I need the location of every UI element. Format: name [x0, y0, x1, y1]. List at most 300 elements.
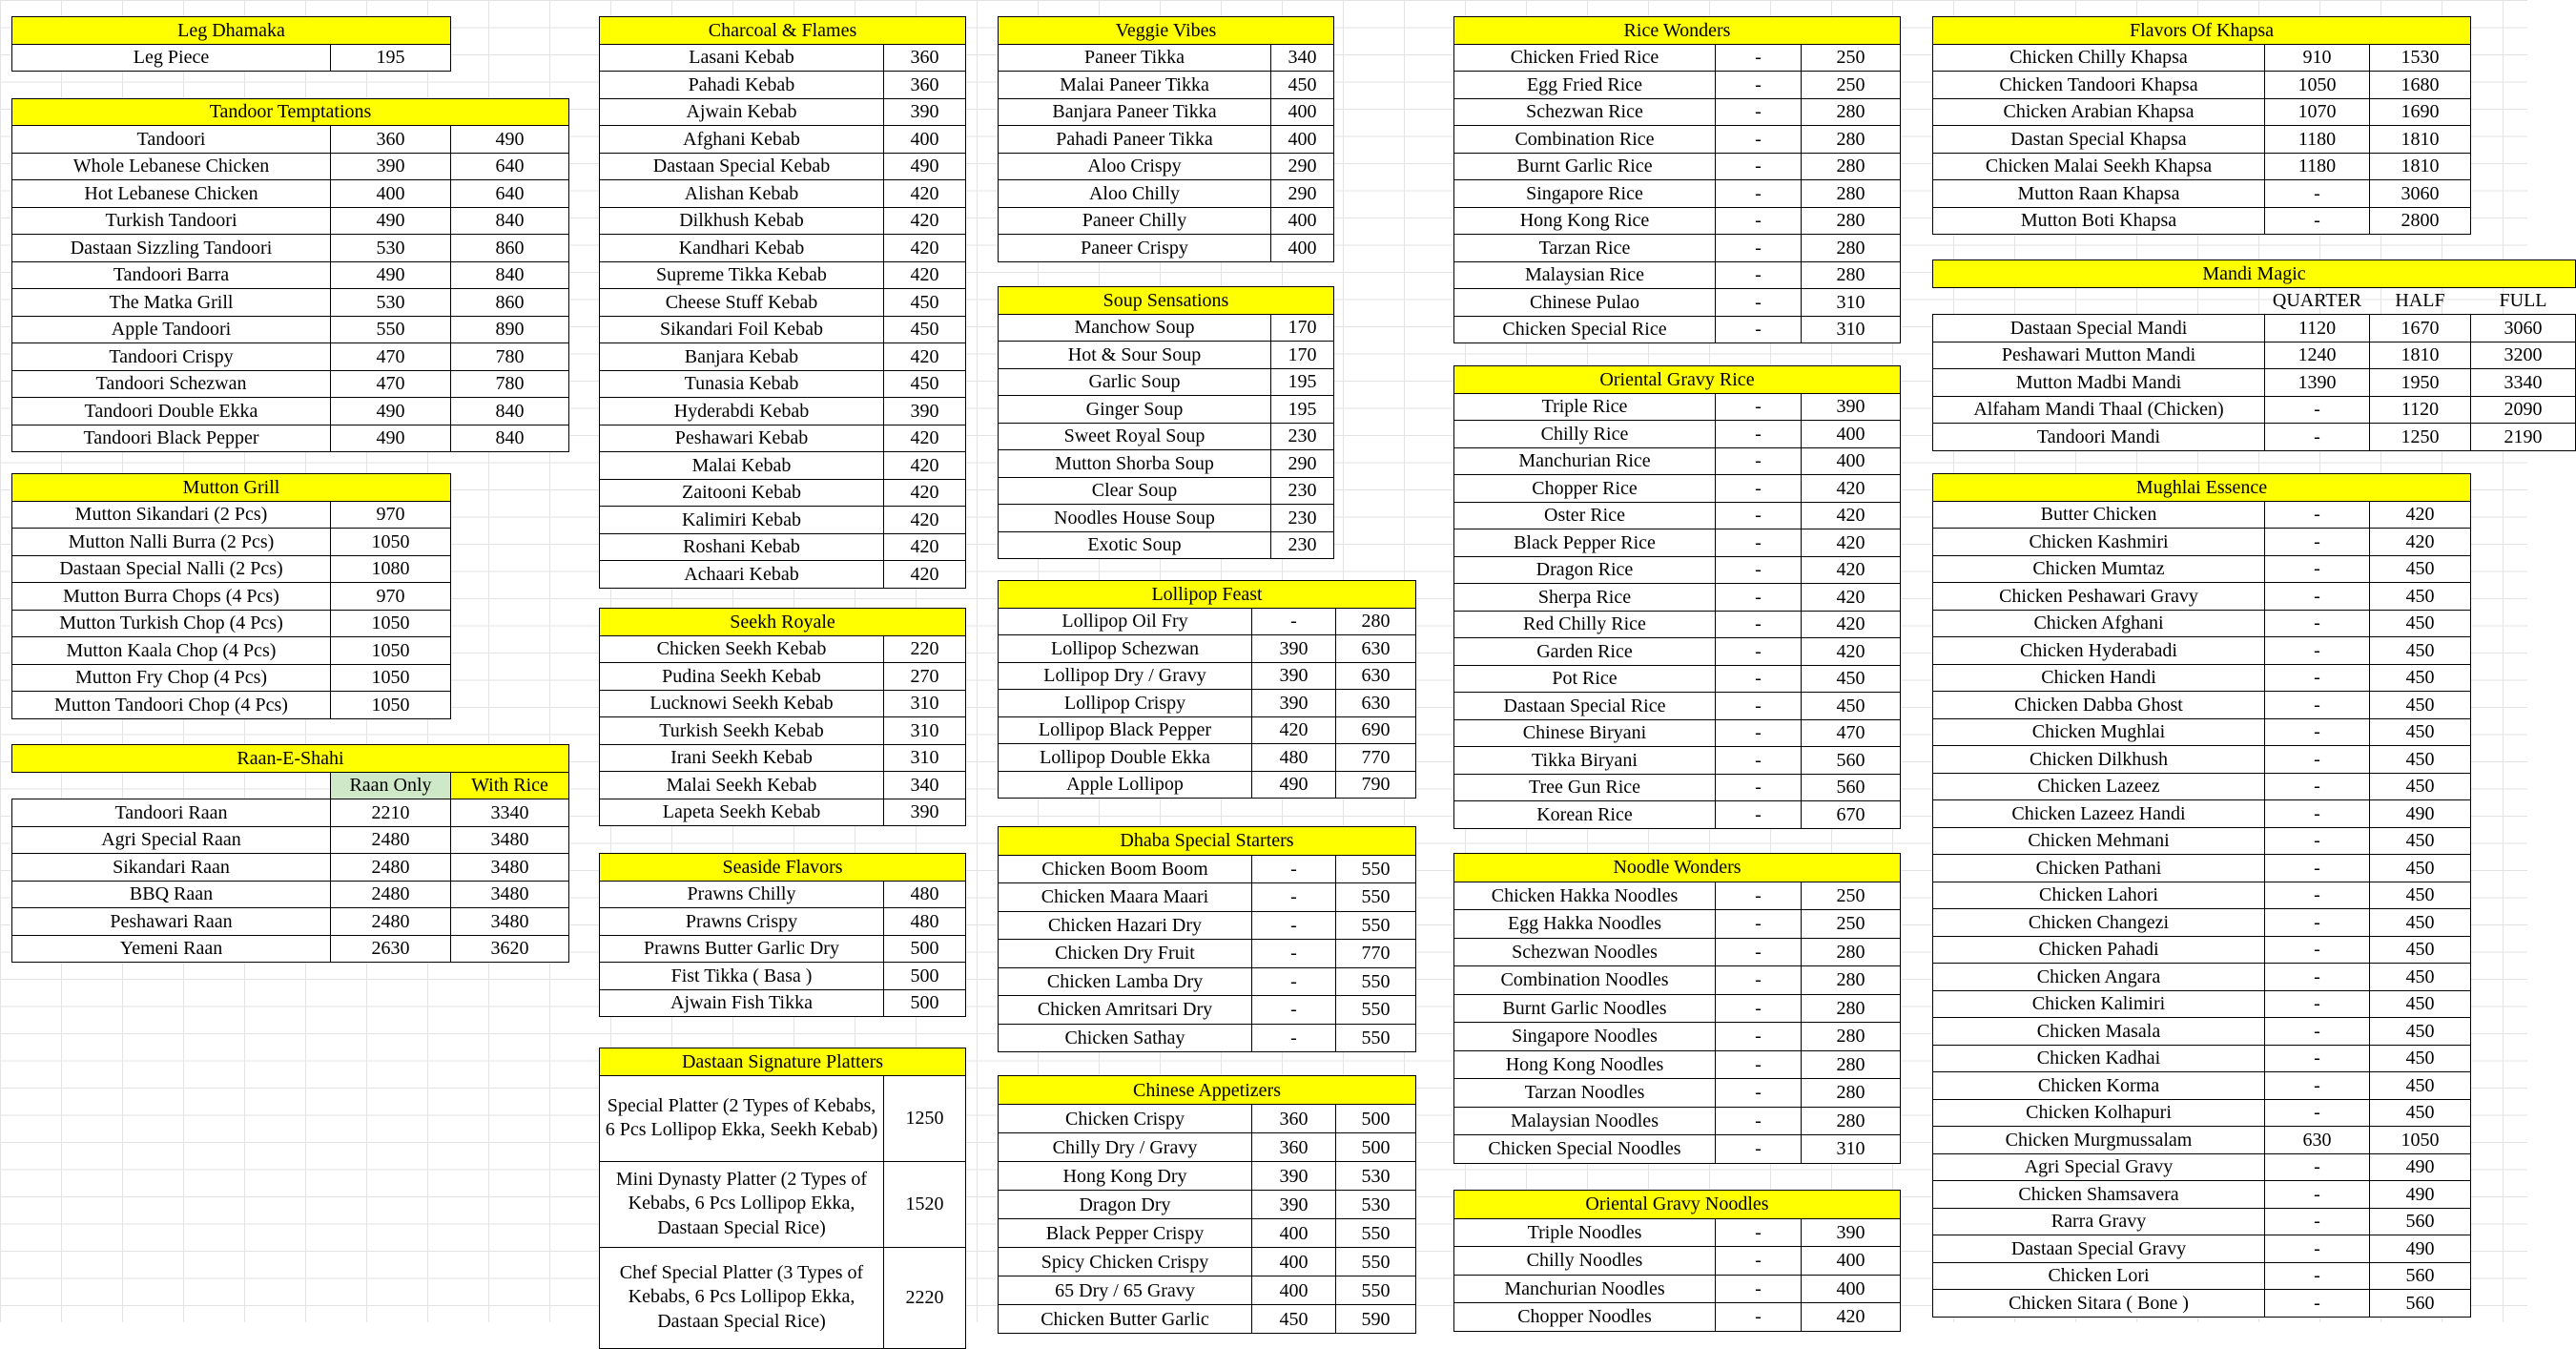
menu-item-price[interactable]: 840: [450, 397, 569, 425]
menu-item-price[interactable]: 450: [883, 288, 966, 317]
menu-item-price[interactable]: -: [2264, 636, 2370, 665]
menu-item-price[interactable]: 3480: [450, 907, 569, 936]
menu-item-price[interactable]: 3340: [450, 799, 569, 827]
menu-item-name[interactable]: Noodles House Soup: [998, 504, 1271, 532]
menu-item-price[interactable]: -: [2264, 1099, 2370, 1128]
menu-item-price[interactable]: 195: [330, 44, 451, 73]
menu-item-name[interactable]: Chicken Lamba Dry: [998, 967, 1252, 997]
menu-item-price[interactable]: 280: [1801, 1022, 1901, 1051]
menu-item-price[interactable]: 2480: [330, 826, 451, 855]
menu-item-price[interactable]: -: [2264, 827, 2370, 856]
menu-item-name[interactable]: Mutton Fry Chop (4 Pcs): [11, 664, 331, 693]
menu-item-price[interactable]: 490: [330, 397, 451, 425]
menu-item-name[interactable]: Chicken Lazeez Handi: [1932, 799, 2265, 828]
menu-item-price[interactable]: -: [1715, 800, 1802, 829]
menu-item-price[interactable]: 780: [450, 342, 569, 371]
menu-item-price[interactable]: 530: [1335, 1190, 1416, 1219]
menu-item-price[interactable]: 1180: [2264, 125, 2370, 154]
section-title-mandi-magic[interactable]: Mandi Magic: [1932, 259, 2576, 288]
menu-item-price[interactable]: 420: [1801, 474, 1901, 503]
menu-item-name[interactable]: Chicken Angara: [1932, 963, 2265, 991]
menu-item-name[interactable]: Rarra Gravy: [1932, 1208, 2265, 1236]
menu-item-name[interactable]: Black Pepper Crispy: [998, 1218, 1252, 1248]
menu-item-name[interactable]: Chicken Hakka Noodles: [1453, 882, 1716, 911]
menu-item-price[interactable]: 490: [330, 425, 451, 453]
menu-item-name[interactable]: Mutton Turkish Chop (4 Pcs): [11, 610, 331, 638]
menu-item-price[interactable]: 450: [2369, 1071, 2471, 1100]
menu-item-price[interactable]: 400: [1270, 125, 1334, 154]
section-title-mughlai-essence[interactable]: Mughlai Essence: [1932, 473, 2471, 502]
menu-item-price[interactable]: 360: [330, 125, 451, 154]
menu-item-price[interactable]: 860: [450, 234, 569, 262]
menu-item-name[interactable]: Triple Rice: [1453, 393, 1716, 422]
menu-item-name[interactable]: Singapore Rice: [1453, 179, 1716, 208]
menu-item-price[interactable]: -: [1715, 965, 1802, 995]
menu-item-name[interactable]: Kandhari Kebab: [599, 234, 884, 262]
menu-item-price[interactable]: 550: [1335, 995, 1416, 1025]
menu-item-name[interactable]: Prawns Crispy: [599, 907, 884, 936]
menu-item-price[interactable]: 550: [1335, 967, 1416, 997]
menu-item-price[interactable]: 1680: [2369, 71, 2471, 99]
menu-item-name[interactable]: Chicken Dilkhush: [1932, 745, 2265, 774]
menu-item-price[interactable]: 280: [1801, 1078, 1901, 1108]
menu-item-price[interactable]: 2210: [330, 799, 451, 827]
menu-item-price[interactable]: 450: [2369, 1045, 2471, 1073]
menu-item-name[interactable]: Lollipop Schezwan: [998, 634, 1252, 663]
menu-item-price[interactable]: -: [1715, 1022, 1802, 1051]
menu-item-price[interactable]: -: [1715, 261, 1802, 290]
menu-item-price[interactable]: 170: [1270, 314, 1334, 342]
menu-item-name[interactable]: Leg Piece: [11, 44, 331, 73]
section-title-rice-wonders[interactable]: Rice Wonders: [1453, 16, 1901, 45]
menu-item-name[interactable]: Tandoori Barra: [11, 261, 331, 290]
menu-item-price[interactable]: 550: [1335, 1024, 1416, 1053]
menu-item-name[interactable]: Chicken Crispy: [998, 1104, 1252, 1133]
menu-item-name[interactable]: Dastaan Special Gravy: [1932, 1235, 2265, 1263]
menu-item-price[interactable]: 420: [1801, 583, 1901, 612]
menu-item-name[interactable]: Butter Chicken: [1932, 501, 2265, 529]
menu-item-name[interactable]: Mutton Burra Chops (4 Pcs): [11, 582, 331, 611]
menu-item-name[interactable]: Chicken Kashmiri: [1932, 528, 2265, 556]
menu-item-name[interactable]: Hong Kong Dry: [998, 1161, 1252, 1191]
menu-item-price[interactable]: 470: [330, 342, 451, 371]
menu-item-name[interactable]: Mutton Shorba Soup: [998, 449, 1271, 478]
section-title-lollipop-feast[interactable]: Lollipop Feast: [998, 580, 1416, 609]
menu-item-price[interactable]: -: [2264, 990, 2370, 1019]
menu-item-price[interactable]: -: [1715, 1050, 1802, 1080]
menu-item-price[interactable]: 840: [450, 425, 569, 453]
menu-item-name[interactable]: Alfaham Mandi Thaal (Chicken): [1932, 396, 2265, 425]
menu-item-name[interactable]: Lollipop Oil Fry: [998, 608, 1252, 636]
menu-item-price[interactable]: 390: [1801, 1218, 1901, 1248]
menu-item-price[interactable]: -: [1715, 44, 1802, 73]
menu-item-price[interactable]: 450: [2369, 1099, 2471, 1128]
section-title-flavors-of-khapsa[interactable]: Flavors Of Khapsa: [1932, 16, 2471, 45]
menu-item-price[interactable]: 1050: [330, 664, 451, 693]
menu-item-price[interactable]: 390: [883, 397, 966, 425]
menu-item-price[interactable]: 310: [1801, 316, 1901, 344]
menu-item-name[interactable]: Lollipop Crispy: [998, 689, 1252, 717]
menu-item-price[interactable]: 400: [1270, 207, 1334, 236]
menu-item-price[interactable]: 490: [450, 125, 569, 154]
menu-item-name[interactable]: Chicken Kalimiri: [1932, 990, 2265, 1019]
menu-item-price[interactable]: 490: [330, 261, 451, 290]
menu-item-name[interactable]: Alishan Kebab: [599, 179, 884, 208]
section-title-dhaba-special-starters[interactable]: Dhaba Special Starters: [998, 826, 1416, 856]
menu-item-price[interactable]: -: [1715, 1134, 1802, 1164]
menu-item-name[interactable]: Pahadi Paneer Tikka: [998, 125, 1271, 154]
menu-item-price[interactable]: 630: [1335, 634, 1416, 663]
menu-item-price[interactable]: 1810: [2369, 125, 2471, 154]
menu-item-price[interactable]: 390: [883, 799, 966, 827]
section-title-seekh-royale[interactable]: Seekh Royale: [599, 608, 966, 636]
menu-item-name[interactable]: Turkish Seekh Kebab: [599, 716, 884, 745]
menu-item-name[interactable]: Schezwan Rice: [1453, 98, 1716, 127]
menu-item-name[interactable]: Tree Gun Rice: [1453, 774, 1716, 802]
menu-item-price[interactable]: -: [1715, 994, 1802, 1024]
menu-item-price[interactable]: -: [2264, 773, 2370, 801]
menu-item-name[interactable]: Peshawari Raan: [11, 907, 331, 936]
menu-item-name[interactable]: Chicken Chilly Khapsa: [1932, 44, 2265, 73]
menu-item-price[interactable]: -: [2264, 691, 2370, 719]
menu-item-price[interactable]: -: [2264, 207, 2370, 236]
menu-item-price[interactable]: -: [1715, 692, 1802, 720]
menu-item-price[interactable]: -: [2264, 1235, 2370, 1263]
menu-item-price[interactable]: 420: [1801, 611, 1901, 639]
menu-item-price[interactable]: -: [2264, 963, 2370, 991]
menu-item-price[interactable]: 770: [1335, 939, 1416, 968]
menu-item-name[interactable]: Lucknowi Seekh Kebab: [599, 690, 884, 718]
column-header[interactable]: Raan Only: [330, 772, 451, 800]
menu-item-price[interactable]: 420: [2369, 501, 2471, 529]
menu-item-name[interactable]: Tandoori Double Ekka: [11, 397, 331, 425]
menu-item-name[interactable]: Chicken Arabian Khapsa: [1932, 98, 2265, 127]
menu-item-name[interactable]: Chicken Pahadi: [1932, 936, 2265, 965]
menu-item-name[interactable]: Hyderabdi Kebab: [599, 397, 884, 425]
menu-item-price[interactable]: 1810: [2369, 342, 2471, 370]
menu-item-price[interactable]: -: [2264, 179, 2370, 208]
menu-item-price[interactable]: -: [1715, 665, 1802, 694]
menu-item-name[interactable]: Chinese Pulao: [1453, 288, 1716, 317]
menu-item-price[interactable]: 400: [1251, 1276, 1336, 1305]
menu-item-price[interactable]: 490: [2369, 1153, 2471, 1182]
menu-item-price[interactable]: 860: [450, 288, 569, 317]
menu-item-name[interactable]: Banjara Paneer Tikka: [998, 98, 1271, 127]
menu-item-name[interactable]: Chicken Lazeez: [1932, 773, 2265, 801]
menu-item-price[interactable]: 450: [2369, 745, 2471, 774]
menu-item-name[interactable]: Black Pepper Rice: [1453, 529, 1716, 557]
menu-item-price[interactable]: 1050: [330, 636, 451, 665]
menu-item-price[interactable]: -: [1715, 98, 1802, 127]
menu-item-price[interactable]: 560: [1801, 746, 1901, 775]
menu-item-name[interactable]: Chicken Pathani: [1932, 854, 2265, 882]
menu-item-name[interactable]: Banjara Kebab: [599, 342, 884, 371]
menu-item-price[interactable]: 420: [883, 560, 966, 589]
menu-item-price[interactable]: 230: [1270, 531, 1334, 560]
menu-item-price[interactable]: 3620: [450, 935, 569, 964]
menu-item-name[interactable]: Mutton Tandoori Chop (4 Pcs): [11, 691, 331, 719]
menu-item-name[interactable]: Dilkhush Kebab: [599, 207, 884, 236]
menu-item-price[interactable]: 480: [1251, 743, 1336, 772]
menu-item-name[interactable]: Dastaan Special Rice: [1453, 692, 1716, 720]
menu-item-price[interactable]: 280: [1801, 938, 1901, 967]
menu-item-price[interactable]: 195: [1270, 368, 1334, 397]
menu-item-name[interactable]: Paneer Crispy: [998, 234, 1271, 262]
menu-item-price[interactable]: 280: [1801, 234, 1901, 262]
menu-item-price[interactable]: 480: [883, 881, 966, 909]
menu-item-price[interactable]: 1050: [2369, 1126, 2471, 1154]
menu-item-price[interactable]: 250: [1801, 71, 1901, 99]
menu-item-name[interactable]: Supreme Tikka Kebab: [599, 261, 884, 290]
menu-item-price[interactable]: -: [1715, 719, 1802, 748]
menu-item-name[interactable]: Tandoori Mandi: [1932, 423, 2265, 451]
menu-item-price[interactable]: 420: [1801, 502, 1901, 530]
menu-item-price[interactable]: 1250: [883, 1075, 966, 1162]
menu-item-price[interactable]: 500: [883, 989, 966, 1018]
menu-item-name[interactable]: Dragon Dry: [998, 1190, 1252, 1219]
menu-item-price[interactable]: -: [1715, 420, 1802, 448]
menu-item-name[interactable]: Chicken Sathay: [998, 1024, 1252, 1053]
menu-item-price[interactable]: 400: [1270, 98, 1334, 127]
menu-item-price[interactable]: 1070: [2264, 98, 2370, 127]
menu-item-price[interactable]: 450: [1251, 1304, 1336, 1334]
menu-item-price[interactable]: -: [1251, 1024, 1336, 1053]
section-title-oriental-gravy-noodles[interactable]: Oriental Gravy Noodles: [1453, 1190, 1901, 1219]
menu-item-name[interactable]: Hong Kong Noodles: [1453, 1050, 1716, 1080]
menu-item-price[interactable]: 420: [883, 506, 966, 534]
menu-item-price[interactable]: -: [1715, 1218, 1802, 1248]
menu-item-name[interactable]: Tarzan Rice: [1453, 234, 1716, 262]
menu-item-name[interactable]: Chicken Mughlai: [1932, 718, 2265, 747]
menu-item-name[interactable]: Fist Tikka ( Basa ): [599, 962, 884, 990]
menu-item-price[interactable]: -: [1715, 909, 1802, 939]
menu-item-price[interactable]: 450: [2369, 773, 2471, 801]
menu-item-price[interactable]: 450: [2369, 882, 2471, 910]
menu-item-price[interactable]: 400: [1801, 1246, 1901, 1276]
menu-item-price[interactable]: 390: [1251, 634, 1336, 663]
menu-item-price[interactable]: 195: [1270, 395, 1334, 424]
menu-item-name[interactable]: Garden Rice: [1453, 637, 1716, 666]
menu-item-price[interactable]: -: [2264, 908, 2370, 937]
menu-item-name[interactable]: Apple Lollipop: [998, 771, 1252, 799]
menu-item-name[interactable]: Chinese Biryani: [1453, 719, 1716, 748]
menu-item-price[interactable]: 280: [1801, 125, 1901, 154]
menu-item-price[interactable]: -: [1715, 774, 1802, 802]
menu-item-price[interactable]: -: [1715, 882, 1802, 911]
menu-item-price[interactable]: 400: [883, 125, 966, 154]
menu-item-name[interactable]: Chilly Dry / Gravy: [998, 1132, 1252, 1162]
menu-item-name[interactable]: Chicken Kolhapuri: [1932, 1099, 2265, 1128]
menu-item-price[interactable]: 630: [2264, 1126, 2370, 1154]
menu-item-name[interactable]: Ginger Soup: [998, 395, 1271, 424]
menu-item-price[interactable]: 1810: [2369, 153, 2471, 181]
menu-item-price[interactable]: 280: [1801, 207, 1901, 236]
column-header[interactable]: With Rice: [450, 772, 569, 800]
menu-item-name[interactable]: Whole Lebanese Chicken: [11, 153, 331, 181]
section-title-noodle-wonders[interactable]: Noodle Wonders: [1453, 853, 1901, 882]
section-title-leg-dhamaka[interactable]: Leg Dhamaka: [11, 16, 451, 45]
column-header[interactable]: HALF: [2395, 290, 2445, 312]
menu-item-name[interactable]: Lasani Kebab: [599, 44, 884, 73]
menu-item-price[interactable]: 280: [1335, 608, 1416, 636]
menu-item-price[interactable]: 390: [1251, 662, 1336, 691]
menu-item-name[interactable]: Red Chilly Rice: [1453, 611, 1716, 639]
menu-item-price[interactable]: 230: [1270, 423, 1334, 451]
menu-item-price[interactable]: -: [2264, 1045, 2370, 1073]
menu-item-price[interactable]: 1690: [2369, 98, 2471, 127]
menu-item-name[interactable]: Chicken Boom Boom: [998, 855, 1252, 884]
menu-item-price[interactable]: 400: [1801, 420, 1901, 448]
menu-item-price[interactable]: 630: [1335, 689, 1416, 717]
menu-item-price[interactable]: -: [2264, 555, 2370, 584]
section-title-soup-sensations[interactable]: Soup Sensations: [998, 286, 1334, 315]
menu-item-price[interactable]: 420: [883, 179, 966, 208]
menu-item-name[interactable]: Malaysian Noodles: [1453, 1107, 1716, 1136]
menu-item-price[interactable]: 280: [1801, 179, 1901, 208]
menu-item-price[interactable]: 550: [1335, 855, 1416, 884]
menu-item-price[interactable]: 400: [1801, 1275, 1901, 1304]
menu-item-price[interactable]: 450: [2369, 718, 2471, 747]
menu-item-price[interactable]: 230: [1270, 504, 1334, 532]
menu-item-name[interactable]: Prawns Chilly: [599, 881, 884, 909]
menu-item-price[interactable]: 420: [883, 425, 966, 453]
menu-item-price[interactable]: -: [1715, 288, 1802, 317]
menu-item-name[interactable]: Tandoori Black Pepper: [11, 425, 331, 453]
menu-item-price[interactable]: 270: [883, 662, 966, 691]
menu-item-price[interactable]: 450: [2369, 691, 2471, 719]
menu-item-price[interactable]: 490: [1251, 771, 1336, 799]
menu-item-price[interactable]: -: [1251, 911, 1336, 941]
menu-item-price[interactable]: 2800: [2369, 207, 2471, 236]
menu-item-name[interactable]: Hot & Sour Soup: [998, 341, 1271, 369]
menu-item-price[interactable]: 450: [2369, 936, 2471, 965]
menu-item-name[interactable]: Chicken Mehmani: [1932, 827, 2265, 856]
menu-item-price[interactable]: -: [1715, 611, 1802, 639]
menu-item-price[interactable]: 630: [1335, 662, 1416, 691]
menu-item-name[interactable]: Pudina Seekh Kebab: [599, 662, 884, 691]
menu-item-name[interactable]: Chicken Hyderabadi: [1932, 636, 2265, 665]
menu-item-price[interactable]: 450: [2369, 555, 2471, 584]
menu-item-name[interactable]: Chicken Malai Seekh Khapsa: [1932, 153, 2265, 181]
menu-item-price[interactable]: 490: [883, 153, 966, 181]
menu-item-name[interactable]: Tandoori Raan: [11, 799, 331, 827]
menu-item-price[interactable]: -: [2264, 1153, 2370, 1182]
menu-item-price[interactable]: -: [1715, 153, 1802, 181]
menu-item-price[interactable]: 3200: [2470, 342, 2576, 370]
menu-item-name[interactable]: Special Platter (2 Types of Kebabs, 6 Pcs Lollipop Ekka, Seekh Kebab): [599, 1075, 884, 1162]
menu-item-name[interactable]: Schezwan Noodles: [1453, 938, 1716, 967]
menu-item-price[interactable]: -: [1251, 995, 1336, 1025]
menu-item-price[interactable]: 360: [883, 71, 966, 99]
menu-item-price[interactable]: 390: [1251, 689, 1336, 717]
menu-item-price[interactable]: -: [1715, 393, 1802, 422]
menu-item-name[interactable]: The Matka Grill: [11, 288, 331, 317]
menu-item-name[interactable]: Afghani Kebab: [599, 125, 884, 154]
section-title-mutton-grill[interactable]: Mutton Grill: [11, 473, 451, 502]
menu-item-name[interactable]: Egg Fried Rice: [1453, 71, 1716, 99]
menu-item-name[interactable]: Chilly Rice: [1453, 420, 1716, 448]
menu-item-price[interactable]: 450: [2369, 908, 2471, 937]
menu-item-price[interactable]: 450: [883, 370, 966, 399]
menu-item-price[interactable]: 1050: [330, 691, 451, 719]
menu-item-price[interactable]: -: [2264, 936, 2370, 965]
menu-item-name[interactable]: Combination Noodles: [1453, 965, 1716, 995]
menu-item-name[interactable]: Irani Seekh Kebab: [599, 744, 884, 773]
menu-item-price[interactable]: 420: [1251, 716, 1336, 745]
menu-item-name[interactable]: Chicken Masala: [1932, 1017, 2265, 1046]
menu-item-price[interactable]: 390: [330, 153, 451, 181]
menu-item-name[interactable]: Manchurian Rice: [1453, 447, 1716, 476]
menu-item-price[interactable]: 1530: [2369, 44, 2471, 73]
menu-item-price[interactable]: 530: [1335, 1161, 1416, 1191]
menu-item-price[interactable]: -: [1715, 529, 1802, 557]
menu-item-price[interactable]: 290: [1270, 153, 1334, 181]
menu-item-price[interactable]: 420: [1801, 529, 1901, 557]
menu-item-price[interactable]: 290: [1270, 179, 1334, 208]
menu-item-price[interactable]: -: [2264, 1262, 2370, 1291]
menu-item-price[interactable]: -: [1715, 746, 1802, 775]
menu-item-name[interactable]: Agri Special Raan: [11, 826, 331, 855]
menu-item-name[interactable]: Tarzan Noodles: [1453, 1078, 1716, 1108]
menu-item-name[interactable]: Lollipop Double Ekka: [998, 743, 1252, 772]
menu-item-price[interactable]: 280: [1801, 965, 1901, 995]
menu-item-price[interactable]: -: [2264, 1208, 2370, 1236]
menu-item-price[interactable]: 450: [2369, 854, 2471, 882]
menu-item-name[interactable]: Lollipop Dry / Gravy: [998, 662, 1252, 691]
menu-item-name[interactable]: Chicken Amritsari Dry: [998, 995, 1252, 1025]
menu-item-name[interactable]: Tandoori Crispy: [11, 342, 331, 371]
menu-item-name[interactable]: Dastaan Special Kebab: [599, 153, 884, 181]
menu-item-name[interactable]: Tikka Biryani: [1453, 746, 1716, 775]
menu-item-name[interactable]: Chicken Butter Garlic: [998, 1304, 1252, 1334]
menu-item-name[interactable]: Dastaan Special Nalli (2 Pcs): [11, 555, 331, 584]
menu-item-name[interactable]: BBQ Raan: [11, 881, 331, 909]
menu-item-name[interactable]: Agri Special Gravy: [1932, 1153, 2265, 1182]
menu-item-price[interactable]: 340: [1270, 44, 1334, 73]
menu-item-price[interactable]: 640: [450, 179, 569, 208]
menu-item-price[interactable]: 470: [330, 370, 451, 399]
menu-item-price[interactable]: 490: [330, 207, 451, 236]
menu-item-price[interactable]: -: [1251, 608, 1336, 636]
menu-item-price[interactable]: 310: [1801, 288, 1901, 317]
menu-item-price[interactable]: -: [2264, 582, 2370, 611]
menu-item-price[interactable]: 360: [883, 44, 966, 73]
menu-item-price[interactable]: 500: [1335, 1104, 1416, 1133]
column-header[interactable]: QUARTER: [2272, 290, 2362, 312]
menu-item-price[interactable]: -: [1715, 125, 1802, 154]
menu-item-price[interactable]: 280: [1801, 98, 1901, 127]
menu-item-price[interactable]: 770: [1335, 743, 1416, 772]
menu-item-price[interactable]: 640: [450, 153, 569, 181]
menu-item-name[interactable]: Mutton Madbi Mandi: [1932, 368, 2265, 397]
menu-item-name[interactable]: Ajwain Kebab: [599, 98, 884, 127]
menu-item-name[interactable]: Achaari Kebab: [599, 560, 884, 589]
menu-item-price[interactable]: 280: [1801, 994, 1901, 1024]
menu-item-price[interactable]: -: [2264, 718, 2370, 747]
menu-item-price[interactable]: 840: [450, 207, 569, 236]
menu-item-name[interactable]: Sherpa Rice: [1453, 583, 1716, 612]
menu-item-price[interactable]: -: [1715, 474, 1802, 503]
menu-item-price[interactable]: -: [2264, 423, 2370, 451]
menu-item-price[interactable]: 2630: [330, 935, 451, 964]
menu-item-price[interactable]: 550: [1335, 911, 1416, 941]
menu-item-name[interactable]: Sikandari Foil Kebab: [599, 316, 884, 344]
menu-item-name[interactable]: Apple Tandoori: [11, 316, 331, 344]
menu-item-name[interactable]: Dragon Rice: [1453, 556, 1716, 585]
menu-item-price[interactable]: -: [1715, 447, 1802, 476]
menu-item-name[interactable]: Sikandari Raan: [11, 853, 331, 882]
menu-item-price[interactable]: -: [1715, 637, 1802, 666]
